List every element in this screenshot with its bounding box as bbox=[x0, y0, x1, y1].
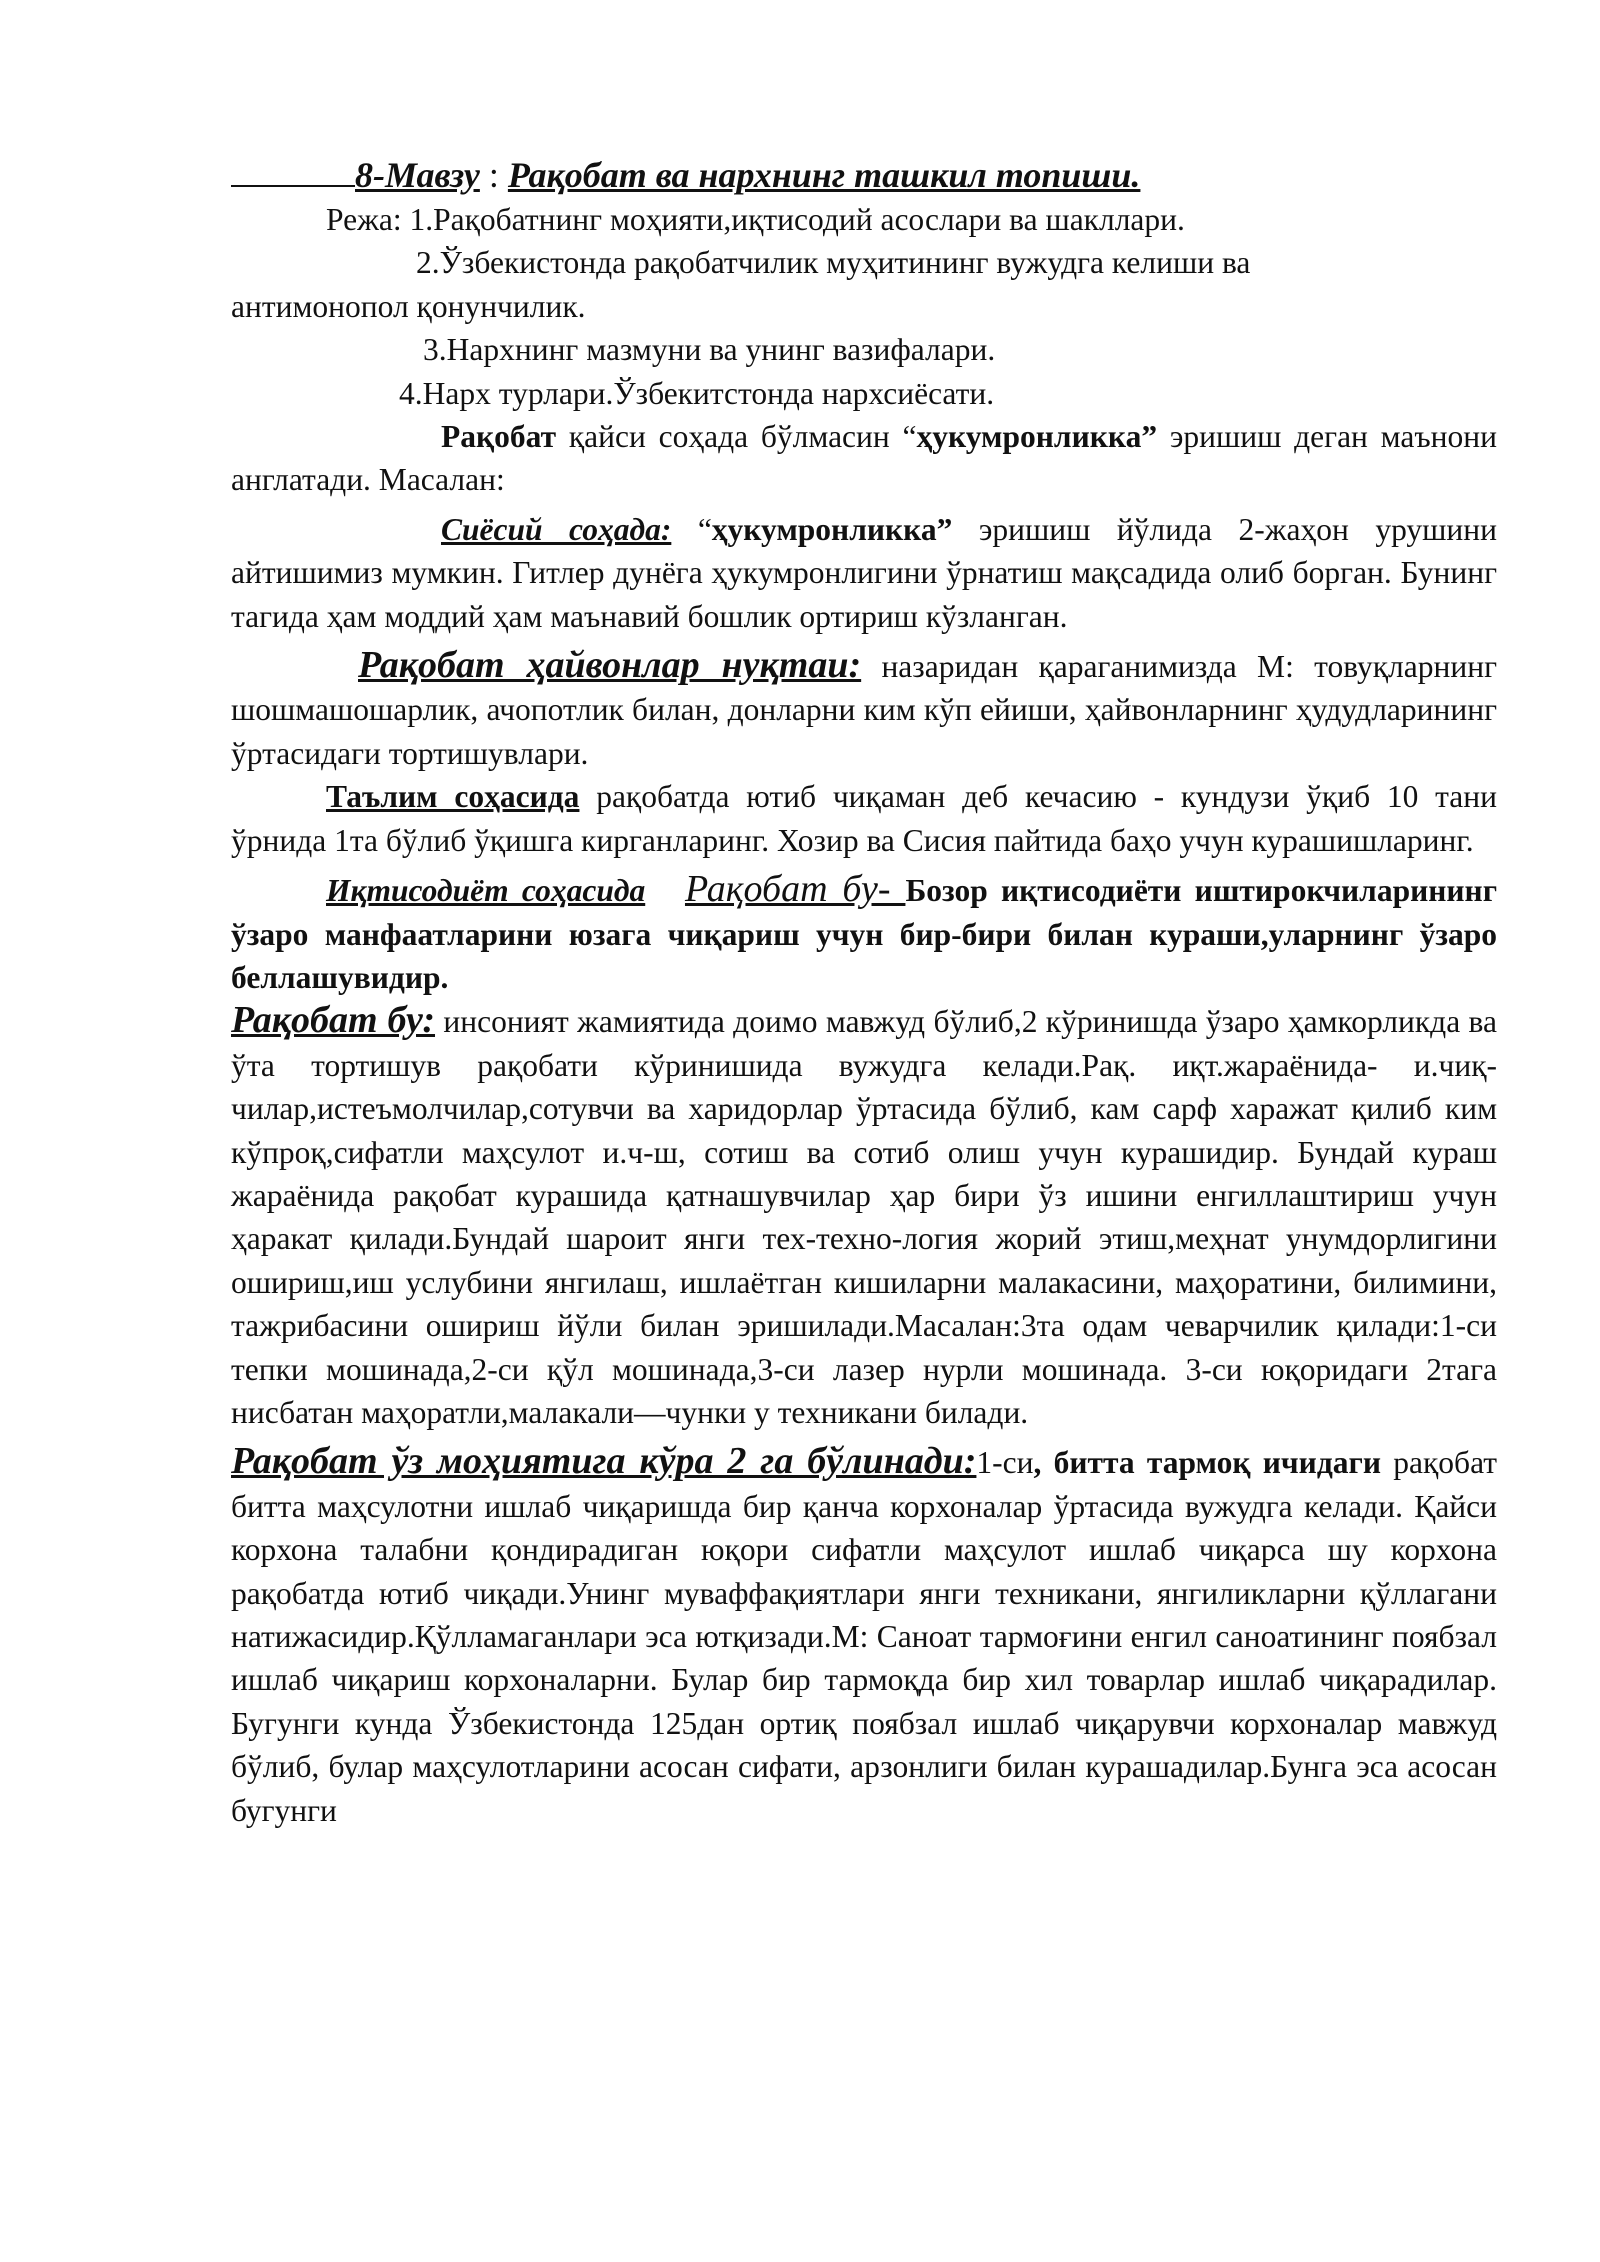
topic-number: 8-Мавзу bbox=[355, 155, 480, 195]
division-label: Рақобат ўз моҳиятига кўра 2 га бўлинади: bbox=[231, 1440, 977, 1483]
title-underline-lead bbox=[231, 157, 355, 187]
animals-paragraph bbox=[231, 644, 1497, 775]
education-text: рақобатда ютиб чиқаман деб кечасию - кундузи ўқиб 10 тани ўрнида 1та бўлиб ўқишга кирганларинг. Хозир ва Сисия пайтида баҳо учун курашишларинг. bbox=[231, 779, 1497, 858]
intro-paragraph bbox=[231, 415, 1497, 502]
title-colon: : bbox=[479, 155, 508, 195]
plan-item-2b: антимонопол қонунчилик. bbox=[231, 288, 586, 324]
economy-paragraph bbox=[231, 868, 1497, 999]
topic-name: Рақобат ва нархнинг ташкил топиши. bbox=[507, 155, 1141, 195]
animals-label: Рақобат ҳайвонлар нуқтаи: bbox=[358, 644, 862, 687]
political-label: Сиёсий соҳада: bbox=[441, 511, 672, 547]
page-title bbox=[231, 152, 1497, 198]
plan-item-4: 4.Нарх турлари.Ўзбекитстонда нархсиёсати. bbox=[399, 375, 995, 411]
education-paragraph bbox=[231, 775, 1497, 862]
education-label: Таълим соҳасида bbox=[326, 779, 580, 815]
competition-text: инсоният жамиятида доимо мавжуд бўлиб,2 кўринишда ўзаро ҳамкорликда ва ўта тортишув рақобати кўринишида вужудга келади.Рақ. иқт.жараёнида- и.чиқ-чилар,истеъмолчилар,сотувчи ва харидорлар ўртасида бўлиб, кам сарф харажат қилиб ким кўпроқ,сифатли маҳсулот и.ч-ш, сотиш ва сотиб олиш учун курашидир. Бундай кураш жараёнида рақобат курашида қатнашувчилар ҳар бири ўз ишини енгиллаштириш учун ҳаракат қилади.Бундай шароит янги тех-техно-логия жорий этиш,меҳнат унумдорлигини ошириш,иш услубини янгилаш, ишлаётган кишиларни малакасини, маҳоратини, билимини, тажрибасини ошириш йўли билан эришилади.Масалан:3та одам чеварчилик қилади:1-си тепки мошинада,2-си қўл мошинада,3-си лазер нурли мошинада. 3-си юқоридаги 2тага нисбатан маҳоратли,малакали—чунки у техникани билади. bbox=[231, 1004, 1497, 1430]
plan-item-1: Режа: 1.Рақобатнинг моҳияти,иқтисодий асослари ва шакллари. bbox=[326, 202, 1185, 237]
political-emph: ҳукумронликка” bbox=[711, 511, 953, 547]
division-bold: , битта тармоқ ичидаги bbox=[1033, 1445, 1381, 1481]
division-text: рақобат битта маҳсулотни ишлаб чиқаришда бир қанча корхоналар ўртасида вужудга келади. Қайси корхона талабни қондирадиган юқори сифатли маҳсулот ишлаб чиқарса шу корхона рақобатда ютиб чиқади.Унинг муваффақиятлари янги техникани, янгиликларни қўллагани натижасидир.Қўлламаганлари эса ютқизади.М: Саноат тармоғини енгил саноатининг поябзал ишлаб чиқариш корхоналарни. Булар бир тармоқда бир хил товарлар ишлаб чиқарадилар. Бугунги кунда Ўзбекистонда 125дан ортиқ поябзал ишлаб чиқарувчи корхоналар мавжуд бўлиб, булар маҳсулотларини асосан сифати, арзонлиги билан курашадилар.Бунга эса асосан бугунги bbox=[231, 1445, 1497, 1828]
intro-term: Рақобат bbox=[441, 419, 557, 455]
political-paragraph bbox=[231, 508, 1497, 638]
intro-text-b: эришиш деган маънони англатади. Масалан: bbox=[231, 419, 1497, 498]
political-text-b: эришиш йўлида 2-жаҳон урушини айтишимиз мумкин. Гитлер дунёга ҳукумронлигини ўрнатиш мақсадида олиб борган. Бунинг тагида ҳам моддий ҳам маънавий бошлик ортириш кўзланган. bbox=[231, 511, 1497, 634]
document-page bbox=[231, 152, 1497, 1832]
intro-text-a: қайси соҳада бўлмасин “ bbox=[556, 419, 917, 455]
economy-label: Иқтисодиёт соҳасида bbox=[326, 873, 646, 909]
competition-paragraph bbox=[231, 999, 1497, 1434]
plan-item-2a: 2.Ўзбекистонда рақобатчилик муҳитининг вужудга келиши ва bbox=[416, 245, 1251, 281]
plan-item-3: 3.Нархнинг мазмуни ва унинг вазифалари. bbox=[423, 332, 996, 368]
political-text-a: “ bbox=[671, 511, 712, 547]
animals-text: назаридан қараганимизда М: товуқларнинг шошмашошарлик, ачопотлик билан, донларни ким кўп ейиши, ҳайвонларнинг ҳудудларининг ўртасидаги тортишувлари. bbox=[231, 649, 1497, 771]
economy-big-label: Рақобат бу- bbox=[684, 868, 906, 911]
division-num: 1-си bbox=[976, 1445, 1034, 1481]
division-paragraph bbox=[231, 1440, 1497, 1832]
competition-label: Рақобат бу: bbox=[231, 999, 436, 1042]
intro-emph: ҳукумронликка” bbox=[916, 419, 1158, 455]
economy-definition: Бозор иқтисодиёти иштирокчиларининг ўзаро манфаатларини юзага чиқариш учун бир-бири билан кураши,уларнинг ўзаро беллашувидир. bbox=[231, 873, 1497, 995]
